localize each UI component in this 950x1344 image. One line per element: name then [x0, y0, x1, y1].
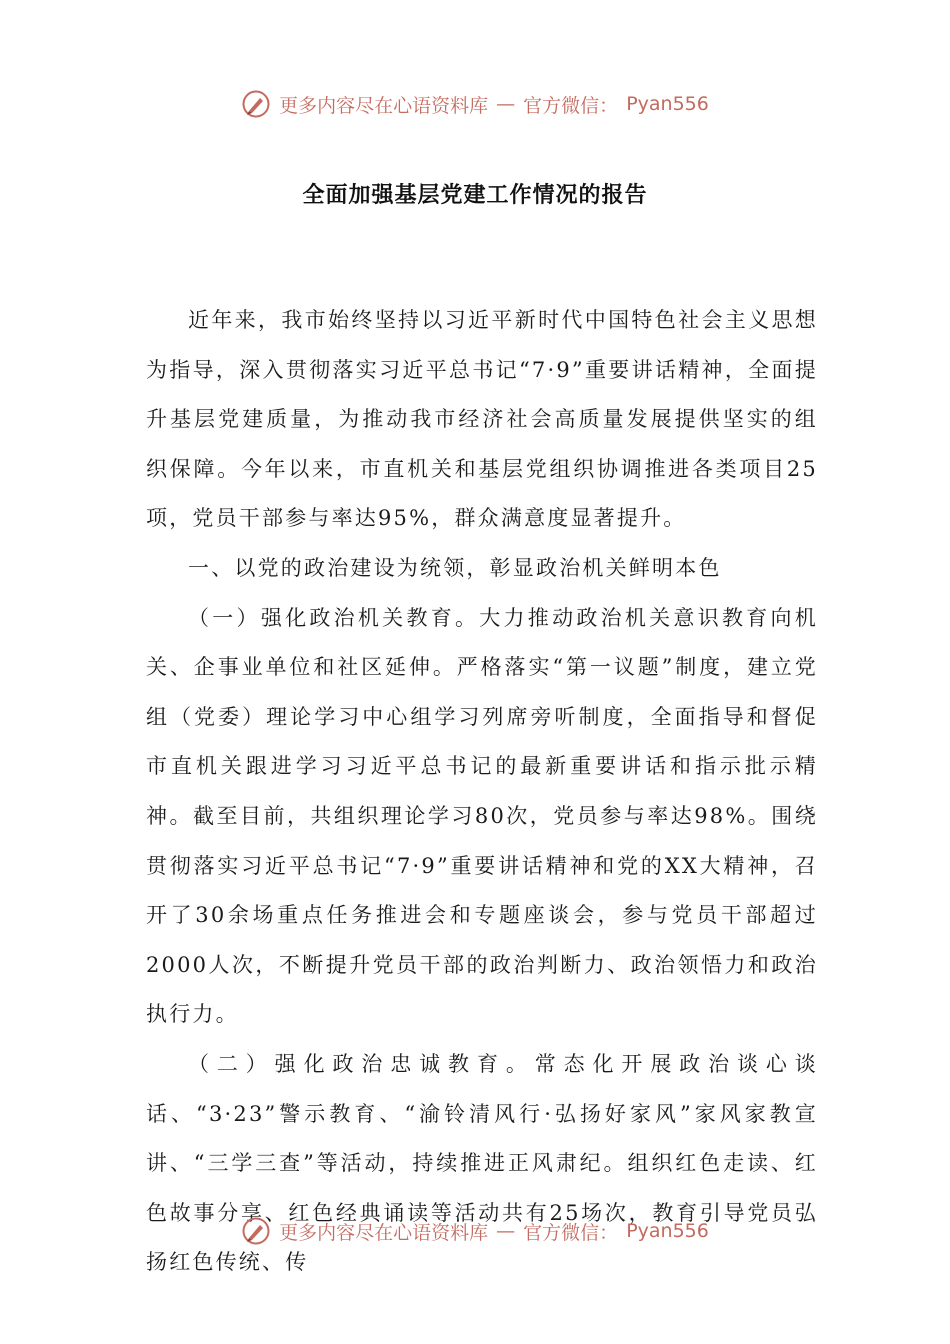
watermark-banner-top — [0, 84, 950, 124]
watermark-brand: 更多内容尽在心语资料库 — [279, 1221, 489, 1244]
watermark-wechat-id: Pyan556 — [626, 93, 709, 115]
pen-logo-icon — [241, 1216, 271, 1246]
paragraph-loyalty-education: （二）强化政治忠诚教育。常态化开展政治谈心谈话、“3·23”警示教育、“渝铃清风行·弘扬好家风”家风家教宣讲、“三学三查”等活动，持续推进正风肃纪。组织红色走读、红色故事分享、红色经典诵读等活动共有25场次，教育引导党员弘扬红色传统、传 — [146, 1051, 818, 1275]
watermark-contact: 官方微信： — [523, 94, 619, 117]
watermark-brand: 更多内容尽在心语资料库 — [279, 94, 489, 117]
watermark-banner-bottom — [0, 1211, 950, 1251]
section-heading-1: 一、以党的政治建设为统领，彰显政治机关鲜明本色 — [188, 555, 722, 580]
watermark-dash: — — [496, 93, 516, 115]
watermark-contact: 官方微信： — [523, 1221, 619, 1244]
document-title: 全面加强基层党建工作情况的报告 — [302, 183, 648, 208]
watermark-wechat-id: Pyan556 — [626, 1220, 709, 1242]
paragraph-intro: 近年来，我市始终坚持以习近平新时代中国特色社会主义思想为指导，深入贯彻落实习近平总书记“7·9”重要讲话精神，全面提升基层党建质量，为推动我市经济社会高质量发展提供坚实的组织保障。今年以来，市直机关和基层党组织协调推进各类项目25项，党员干部参与率达95%，群众满意度显著提升。 — [146, 308, 818, 531]
document-body — [146, 296, 818, 1288]
pen-logo-icon — [241, 89, 271, 119]
watermark-dash: — — [496, 1220, 516, 1242]
paragraph-political-education: （一）强化政治机关教育。大力推动政治机关意识教育向机关、企事业单位和社区延伸。严格落实“第一议题”制度，建立党组（党委）理论学习中心组学习列席旁听制度，全面指导和督促市直机关跟进学习习近平总书记的最新重要讲话和指示批示精神。截至目前，共组织理论学习80次，党员参与率达98%。围绕贯彻落实习近平总书记“7·9”重要讲话精神和党的XX大精神，召开了30余场重点任务推进会和专题座谈会，参与党员干部超过2000人次，不断提升党员干部的政治判断力、政治领悟力和政治执行力。 — [146, 605, 818, 1027]
